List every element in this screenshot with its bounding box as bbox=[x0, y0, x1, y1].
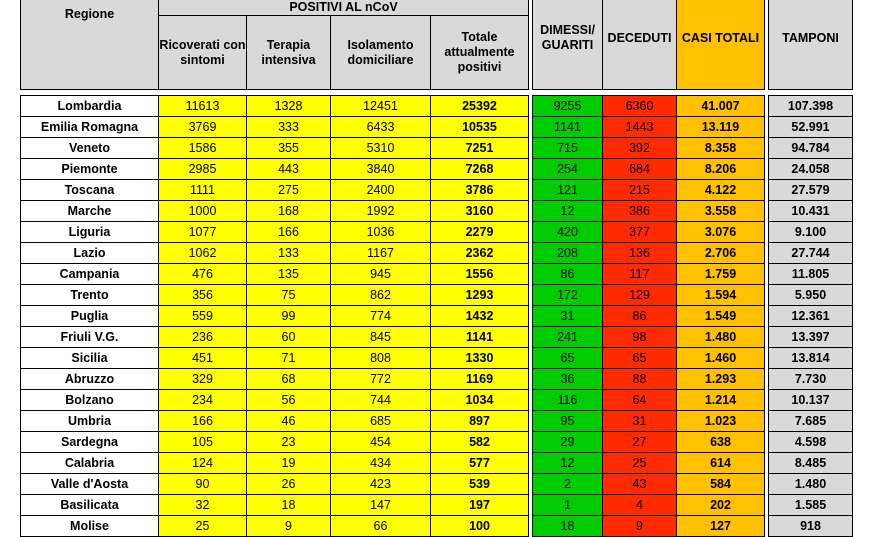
casi-totali-cell: 3.558 bbox=[677, 201, 765, 222]
tamponi-cell: 107.398 bbox=[769, 96, 853, 117]
region-cell: Campania bbox=[21, 264, 159, 285]
casi-totali-cell: 4.122 bbox=[677, 180, 765, 201]
region-cell: Lazio bbox=[21, 243, 159, 264]
covid-region-table-sheet bbox=[20, 0, 853, 537]
isolamento-cell: 1036 bbox=[331, 222, 431, 243]
totale-positivi-cell: 25392 bbox=[431, 96, 529, 117]
totale-positivi-cell: 1330 bbox=[431, 348, 529, 369]
deceduti-cell: 4 bbox=[603, 495, 677, 516]
table-row bbox=[21, 285, 853, 306]
deceduti-cell: 377 bbox=[603, 222, 677, 243]
isolamento-cell: 423 bbox=[331, 474, 431, 495]
isolamento-cell: 5310 bbox=[331, 138, 431, 159]
isolamento-cell: 6433 bbox=[331, 117, 431, 138]
terapia-cell: 99 bbox=[247, 306, 331, 327]
table-row bbox=[21, 96, 853, 117]
casi-totali-cell: 1.214 bbox=[677, 390, 765, 411]
header-dimessi: DIMESSI/ GUARITI bbox=[533, 0, 603, 90]
casi-totali-cell: 8.358 bbox=[677, 138, 765, 159]
dimessi-cell: 36 bbox=[533, 369, 603, 390]
header-positivi-group: POSITIVI AL nCoV bbox=[159, 0, 529, 16]
ricoverati-cell: 356 bbox=[159, 285, 247, 306]
casi-totali-cell: 202 bbox=[677, 495, 765, 516]
totale-positivi-cell: 1141 bbox=[431, 327, 529, 348]
tamponi-cell: 7.730 bbox=[769, 369, 853, 390]
ricoverati-cell: 3769 bbox=[159, 117, 247, 138]
region-cell: Sardegna bbox=[21, 432, 159, 453]
totale-positivi-cell: 1293 bbox=[431, 285, 529, 306]
terapia-cell: 23 bbox=[247, 432, 331, 453]
tamponi-cell: 24.058 bbox=[769, 159, 853, 180]
tamponi-cell: 52.991 bbox=[769, 117, 853, 138]
dimessi-cell: 254 bbox=[533, 159, 603, 180]
table-row bbox=[21, 264, 853, 285]
isolamento-cell: 945 bbox=[331, 264, 431, 285]
dimessi-cell: 1141 bbox=[533, 117, 603, 138]
deceduti-cell: 136 bbox=[603, 243, 677, 264]
casi-totali-cell: 1.480 bbox=[677, 327, 765, 348]
casi-totali-cell: 1.293 bbox=[677, 369, 765, 390]
ricoverati-cell: 90 bbox=[159, 474, 247, 495]
header-casi-totali: CASI TOTALI bbox=[677, 0, 765, 90]
totale-positivi-cell: 1556 bbox=[431, 264, 529, 285]
table-row bbox=[21, 390, 853, 411]
totale-positivi-cell: 10535 bbox=[431, 117, 529, 138]
isolamento-cell: 12451 bbox=[331, 96, 431, 117]
totale-positivi-cell: 577 bbox=[431, 453, 529, 474]
ricoverati-cell: 451 bbox=[159, 348, 247, 369]
casi-totali-cell: 41.007 bbox=[677, 96, 765, 117]
isolamento-cell: 845 bbox=[331, 327, 431, 348]
totale-positivi-cell: 2362 bbox=[431, 243, 529, 264]
ricoverati-cell: 124 bbox=[159, 453, 247, 474]
ricoverati-cell: 25 bbox=[159, 516, 247, 537]
terapia-cell: 71 bbox=[247, 348, 331, 369]
deceduti-cell: 43 bbox=[603, 474, 677, 495]
table-row bbox=[21, 516, 853, 537]
table-row bbox=[21, 222, 853, 243]
region-cell: Piemonte bbox=[21, 159, 159, 180]
terapia-cell: 135 bbox=[247, 264, 331, 285]
ricoverati-cell: 559 bbox=[159, 306, 247, 327]
isolamento-cell: 808 bbox=[331, 348, 431, 369]
deceduti-cell: 27 bbox=[603, 432, 677, 453]
dimessi-cell: 12 bbox=[533, 201, 603, 222]
dimessi-cell: 65 bbox=[533, 348, 603, 369]
deceduti-cell: 215 bbox=[603, 180, 677, 201]
totale-positivi-cell: 1432 bbox=[431, 306, 529, 327]
tamponi-cell: 13.814 bbox=[769, 348, 853, 369]
dimessi-cell: 18 bbox=[533, 516, 603, 537]
region-cell: Liguria bbox=[21, 222, 159, 243]
isolamento-cell: 744 bbox=[331, 390, 431, 411]
tamponi-cell: 11.805 bbox=[769, 264, 853, 285]
tamponi-cell: 10.137 bbox=[769, 390, 853, 411]
tamponi-cell: 27.579 bbox=[769, 180, 853, 201]
terapia-cell: 355 bbox=[247, 138, 331, 159]
isolamento-cell: 434 bbox=[331, 453, 431, 474]
header-totale-positivi: Totale attualmente positivi bbox=[431, 16, 529, 90]
dimessi-cell: 241 bbox=[533, 327, 603, 348]
terapia-cell: 1328 bbox=[247, 96, 331, 117]
terapia-cell: 56 bbox=[247, 390, 331, 411]
totale-positivi-cell: 582 bbox=[431, 432, 529, 453]
region-cell: Molise bbox=[21, 516, 159, 537]
terapia-cell: 333 bbox=[247, 117, 331, 138]
totale-positivi-cell: 2279 bbox=[431, 222, 529, 243]
dimessi-cell: 715 bbox=[533, 138, 603, 159]
totale-positivi-cell: 7251 bbox=[431, 138, 529, 159]
ricoverati-cell: 1586 bbox=[159, 138, 247, 159]
region-cell: Bolzano bbox=[21, 390, 159, 411]
ricoverati-cell: 476 bbox=[159, 264, 247, 285]
terapia-cell: 275 bbox=[247, 180, 331, 201]
region-cell: Friuli V.G. bbox=[21, 327, 159, 348]
ricoverati-cell: 2985 bbox=[159, 159, 247, 180]
tamponi-cell: 10.431 bbox=[769, 201, 853, 222]
region-cell: Toscana bbox=[21, 180, 159, 201]
totale-positivi-cell: 7268 bbox=[431, 159, 529, 180]
isolamento-cell: 454 bbox=[331, 432, 431, 453]
isolamento-cell: 862 bbox=[331, 285, 431, 306]
region-cell: Emilia Romagna bbox=[21, 117, 159, 138]
ricoverati-cell: 1111 bbox=[159, 180, 247, 201]
ricoverati-cell: 11613 bbox=[159, 96, 247, 117]
deceduti-cell: 386 bbox=[603, 201, 677, 222]
region-cell: Valle d'Aosta bbox=[21, 474, 159, 495]
totale-positivi-cell: 100 bbox=[431, 516, 529, 537]
totale-positivi-cell: 3786 bbox=[431, 180, 529, 201]
dimessi-cell: 208 bbox=[533, 243, 603, 264]
casi-totali-cell: 1.594 bbox=[677, 285, 765, 306]
terapia-cell: 168 bbox=[247, 201, 331, 222]
table-row bbox=[21, 117, 853, 138]
header-deceduti: DECEDUTI bbox=[603, 0, 677, 90]
casi-totali-cell: 1.549 bbox=[677, 306, 765, 327]
tamponi-cell: 9.100 bbox=[769, 222, 853, 243]
isolamento-cell: 3840 bbox=[331, 159, 431, 180]
isolamento-cell: 147 bbox=[331, 495, 431, 516]
casi-totali-cell: 584 bbox=[677, 474, 765, 495]
tamponi-cell: 1.585 bbox=[769, 495, 853, 516]
deceduti-cell: 129 bbox=[603, 285, 677, 306]
dimessi-cell: 12 bbox=[533, 453, 603, 474]
ricoverati-cell: 1000 bbox=[159, 201, 247, 222]
region-cell: Basilicata bbox=[21, 495, 159, 516]
table-row bbox=[21, 180, 853, 201]
tamponi-cell: 13.397 bbox=[769, 327, 853, 348]
terapia-cell: 443 bbox=[247, 159, 331, 180]
casi-totali-cell: 3.076 bbox=[677, 222, 765, 243]
casi-totali-cell: 13.119 bbox=[677, 117, 765, 138]
table-row bbox=[21, 138, 853, 159]
deceduti-cell: 9 bbox=[603, 516, 677, 537]
region-cell: Lombardia bbox=[21, 96, 159, 117]
tamponi-cell: 94.784 bbox=[769, 138, 853, 159]
totale-positivi-cell: 539 bbox=[431, 474, 529, 495]
terapia-cell: 68 bbox=[247, 369, 331, 390]
region-cell: Puglia bbox=[21, 306, 159, 327]
deceduti-cell: 86 bbox=[603, 306, 677, 327]
isolamento-cell: 774 bbox=[331, 306, 431, 327]
tamponi-cell: 8.485 bbox=[769, 453, 853, 474]
dimessi-cell: 9255 bbox=[533, 96, 603, 117]
region-cell: Marche bbox=[21, 201, 159, 222]
ricoverati-cell: 236 bbox=[159, 327, 247, 348]
terapia-cell: 75 bbox=[247, 285, 331, 306]
isolamento-cell: 1167 bbox=[331, 243, 431, 264]
table-row bbox=[21, 243, 853, 264]
deceduti-cell: 392 bbox=[603, 138, 677, 159]
terapia-cell: 18 bbox=[247, 495, 331, 516]
table-row bbox=[21, 201, 853, 222]
table-row bbox=[21, 453, 853, 474]
casi-totali-cell: 8.206 bbox=[677, 159, 765, 180]
deceduti-cell: 1443 bbox=[603, 117, 677, 138]
casi-totali-cell: 127 bbox=[677, 516, 765, 537]
table-row bbox=[21, 159, 853, 180]
tamponi-cell: 1.480 bbox=[769, 474, 853, 495]
casi-totali-cell: 638 bbox=[677, 432, 765, 453]
dimessi-cell: 121 bbox=[533, 180, 603, 201]
ricoverati-cell: 32 bbox=[159, 495, 247, 516]
terapia-cell: 26 bbox=[247, 474, 331, 495]
header-tamponi: TAMPONI bbox=[769, 0, 853, 90]
tamponi-cell: 12.361 bbox=[769, 306, 853, 327]
deceduti-cell: 684 bbox=[603, 159, 677, 180]
dimessi-cell: 2 bbox=[533, 474, 603, 495]
header-ricoverati: Ricoverati con sintomi bbox=[159, 16, 247, 90]
dimessi-cell: 29 bbox=[533, 432, 603, 453]
region-cell: Abruzzo bbox=[21, 369, 159, 390]
terapia-cell: 46 bbox=[247, 411, 331, 432]
casi-totali-cell: 1.023 bbox=[677, 411, 765, 432]
tamponi-cell: 7.685 bbox=[769, 411, 853, 432]
dimessi-cell: 172 bbox=[533, 285, 603, 306]
region-cell: Calabria bbox=[21, 453, 159, 474]
table-row bbox=[21, 495, 853, 516]
casi-totali-cell: 1.460 bbox=[677, 348, 765, 369]
deceduti-cell: 25 bbox=[603, 453, 677, 474]
casi-totali-cell: 614 bbox=[677, 453, 765, 474]
table-body bbox=[21, 96, 853, 537]
isolamento-cell: 2400 bbox=[331, 180, 431, 201]
table-row bbox=[21, 306, 853, 327]
table-row bbox=[21, 432, 853, 453]
terapia-cell: 133 bbox=[247, 243, 331, 264]
isolamento-cell: 685 bbox=[331, 411, 431, 432]
isolamento-cell: 772 bbox=[331, 369, 431, 390]
totale-positivi-cell: 897 bbox=[431, 411, 529, 432]
totale-positivi-cell: 1034 bbox=[431, 390, 529, 411]
dimessi-cell: 86 bbox=[533, 264, 603, 285]
deceduti-cell: 65 bbox=[603, 348, 677, 369]
ricoverati-cell: 105 bbox=[159, 432, 247, 453]
table-row bbox=[21, 348, 853, 369]
totale-positivi-cell: 1169 bbox=[431, 369, 529, 390]
dimessi-cell: 420 bbox=[533, 222, 603, 243]
region-cell: Umbria bbox=[21, 411, 159, 432]
totale-positivi-cell: 3160 bbox=[431, 201, 529, 222]
ricoverati-cell: 1062 bbox=[159, 243, 247, 264]
region-cell: Sicilia bbox=[21, 348, 159, 369]
terapia-cell: 60 bbox=[247, 327, 331, 348]
ricoverati-cell: 166 bbox=[159, 411, 247, 432]
table-row bbox=[21, 327, 853, 348]
deceduti-cell: 31 bbox=[603, 411, 677, 432]
deceduti-cell: 6360 bbox=[603, 96, 677, 117]
tamponi-cell: 27.744 bbox=[769, 243, 853, 264]
header-region: Regione bbox=[21, 0, 159, 90]
casi-totali-cell: 1.759 bbox=[677, 264, 765, 285]
tamponi-cell: 5.950 bbox=[769, 285, 853, 306]
tamponi-cell: 4.598 bbox=[769, 432, 853, 453]
region-data-table bbox=[20, 0, 853, 537]
ricoverati-cell: 1077 bbox=[159, 222, 247, 243]
deceduti-cell: 117 bbox=[603, 264, 677, 285]
isolamento-cell: 1992 bbox=[331, 201, 431, 222]
table-row bbox=[21, 411, 853, 432]
terapia-cell: 9 bbox=[247, 516, 331, 537]
dimessi-cell: 1 bbox=[533, 495, 603, 516]
region-cell: Veneto bbox=[21, 138, 159, 159]
dimessi-cell: 95 bbox=[533, 411, 603, 432]
terapia-cell: 19 bbox=[247, 453, 331, 474]
totale-positivi-cell: 197 bbox=[431, 495, 529, 516]
deceduti-cell: 88 bbox=[603, 369, 677, 390]
dimessi-cell: 31 bbox=[533, 306, 603, 327]
terapia-cell: 166 bbox=[247, 222, 331, 243]
header-isolamento: Isolamento domiciliare bbox=[331, 16, 431, 90]
isolamento-cell: 66 bbox=[331, 516, 431, 537]
table-row bbox=[21, 369, 853, 390]
casi-totali-cell: 2.706 bbox=[677, 243, 765, 264]
region-cell: Trento bbox=[21, 285, 159, 306]
deceduti-cell: 64 bbox=[603, 390, 677, 411]
tamponi-cell: 918 bbox=[769, 516, 853, 537]
deceduti-cell: 98 bbox=[603, 327, 677, 348]
ricoverati-cell: 329 bbox=[159, 369, 247, 390]
ricoverati-cell: 234 bbox=[159, 390, 247, 411]
header-terapia: Terapia intensiva bbox=[247, 16, 331, 90]
dimessi-cell: 116 bbox=[533, 390, 603, 411]
table-row bbox=[21, 474, 853, 495]
